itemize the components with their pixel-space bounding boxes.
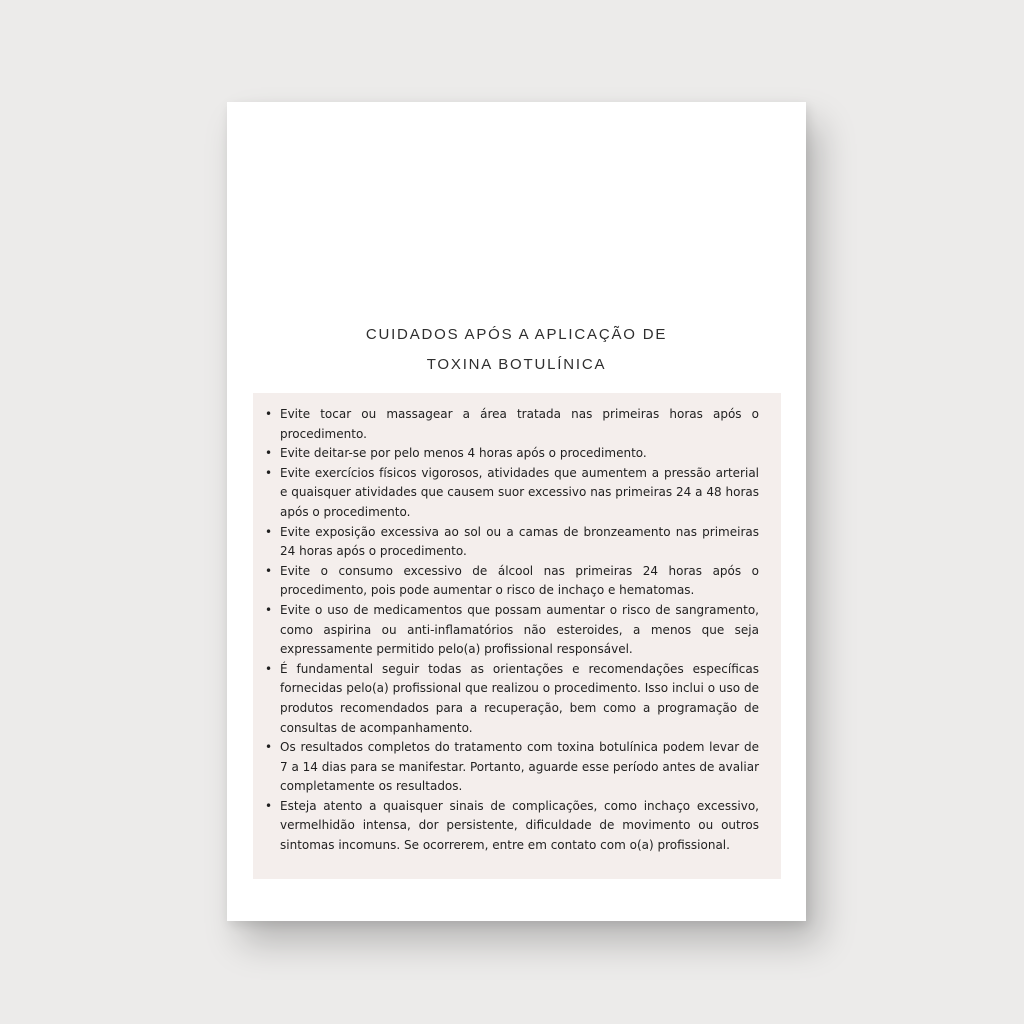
- list-item: [265, 562, 759, 601]
- document-page: [227, 102, 806, 921]
- list-item-text: Evite exercícios físicos vigorosos, atividades que aumentem a pressão arterial e quaisquer atividades que causem suor excessivo nas primeiras 24 a 48 horas após o procedimento.: [280, 465, 759, 519]
- list-item: [265, 464, 759, 523]
- list-item-text: Evite o uso de medicamentos que possam aumentar o risco de sangramento, como aspirina ou anti-inflamatórios não esteroides, a menos que seja expressamente permitido pelo(a) profissional responsável.: [280, 602, 759, 657]
- list-item: [265, 405, 759, 444]
- list-item-text: Esteja atento a quaisquer sinais de complicações, como inchaço excessivo, vermelhidão intensa, dor persistente, dificuldade de movimento ou outros sintomas incomuns. Se ocorrerem, entre em contato com o(a) profissional.: [280, 798, 759, 853]
- document-title-line-1: CUIDADOS APÓS A APLICAÇÃO DE: [365, 326, 668, 343]
- list-item: [265, 601, 759, 660]
- list-item-text: É fundamental seguir todas as orientações e recomendações específicas fornecidas pelo(a) profissional que realizou o procedimento. Isso inclui o uso de produtos recomendados para a recuperação, bem como a programação de consultas de acompanhamento.: [280, 661, 759, 735]
- care-instructions-panel: [253, 393, 781, 879]
- list-item-text: Evite exposição excessiva ao sol ou a camas de bronzeamento nas primeiras 24 horas após o procedimento.: [280, 524, 759, 559]
- bullet-icon: •: [265, 446, 273, 461]
- list-item: [265, 797, 759, 856]
- bullet-icon: •: [265, 661, 273, 676]
- bullet-icon: •: [265, 798, 273, 813]
- list-item-text: Evite deitar-se por pelo menos 4 horas após o procedimento.: [280, 446, 647, 461]
- list-item: [265, 523, 759, 562]
- list-item: [265, 738, 759, 797]
- document-title-line-2: TOXINA BOTULÍNICA: [426, 356, 607, 373]
- bullet-icon: •: [265, 524, 273, 539]
- list-item-text: Evite tocar ou massagear a área tratada nas primeiras horas após o procedimento.: [280, 407, 759, 441]
- bullet-icon: •: [265, 740, 273, 755]
- bullet-icon: •: [265, 563, 273, 578]
- list-item-text: Evite o consumo excessivo de álcool nas primeiras 24 horas após o procedimento, pois pode aumentar o risco de inchaço e hematomas.: [280, 563, 759, 598]
- list-item: [265, 660, 759, 738]
- list-item-text: Os resultados completos do tratamento com toxina botulínica podem levar de 7 a 14 dias para se manifestar. Portanto, aguarde esse período antes de avaliar completamente os resultados.: [280, 740, 760, 794]
- bullet-icon: •: [265, 465, 273, 480]
- care-instructions-list: [265, 405, 759, 856]
- list-item: [265, 444, 759, 464]
- bullet-icon: •: [265, 602, 273, 617]
- bullet-icon: •: [265, 407, 273, 421]
